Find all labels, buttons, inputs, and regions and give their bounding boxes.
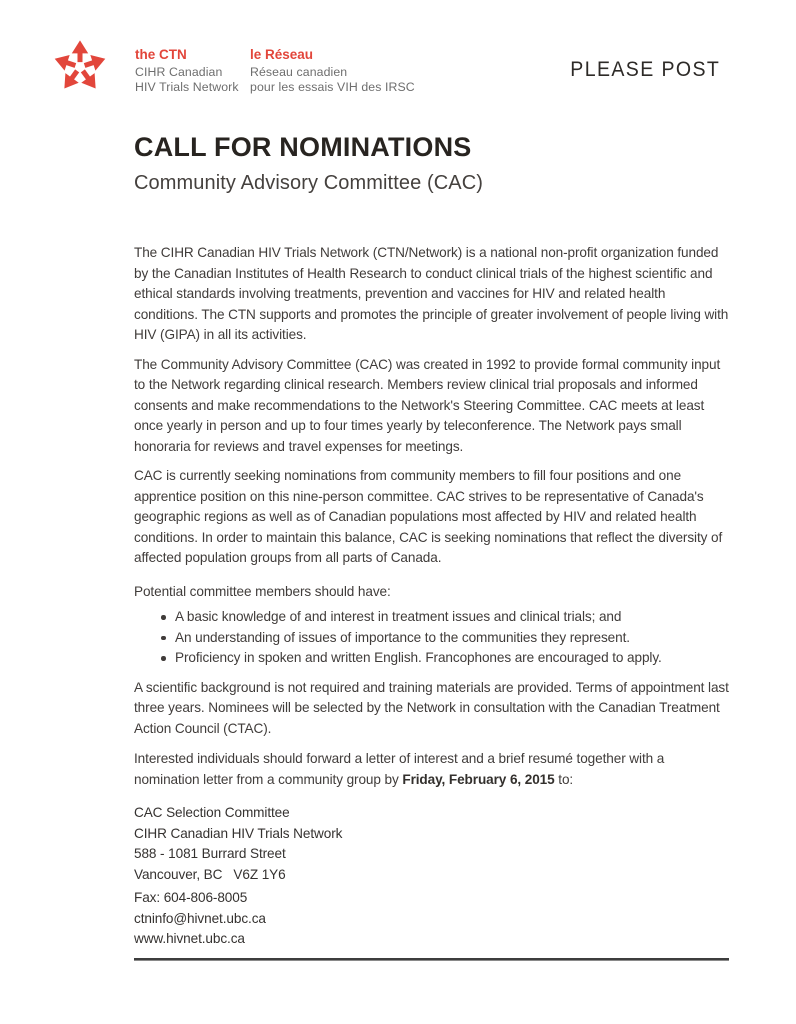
logo-subline-fr: pour les essais VIH des IRSC bbox=[250, 80, 415, 94]
document-body bbox=[134, 133, 729, 961]
website-url: www.hivnet.ubc.ca bbox=[134, 931, 245, 946]
contact-line: CIHR Canadian HIV Trials Network bbox=[134, 825, 343, 841]
requirement-item: Proficiency in spoken and written English. Francophones are encouraged to apply. bbox=[134, 648, 729, 669]
deadline-date: Friday, February 6, 2015 bbox=[402, 771, 555, 787]
logo-subline-en: HIV Trials Network bbox=[135, 80, 239, 94]
bottom-rule bbox=[134, 958, 729, 961]
intro-paragraph: The CIHR Canadian HIV Trials Network (CTN/Network) is a national non-profit organization funded by the Canadian Institutes of Health Research to conduct clinical trials of the highest scientific and ethical standards involving treatments, prevention and vaccines for HIV and related health conditions. The CTN supports and promotes the principle of greater involvement of people living with HIV (GIPA) in all its activities. bbox=[134, 245, 729, 342]
logo-subline-en: CIHR Canadian bbox=[135, 65, 223, 79]
page-title: CALL FOR NOMINATIONS bbox=[134, 132, 472, 162]
fax-line: Fax: 604-806-8005 bbox=[134, 890, 248, 905]
logo-name-fr: le Réseau bbox=[250, 47, 314, 62]
email-address: ctninfo@hivnet.ubc.ca bbox=[134, 910, 266, 926]
deadline-paragraph bbox=[134, 749, 729, 790]
intro-paragraph: The Community Advisory Committee (CAC) was created in 1992 to provide formal community input to the Network regarding clinical research. Members review clinical trial proposals and informed consents and make recommendations to the Network's Steering Committee. CAC meets at least once yearly in person and up to four times yearly by teleconference. The Network pays small honoraria for reviews and travel expenses for meetings. bbox=[134, 356, 721, 454]
deadline-suffix: to: bbox=[554, 771, 574, 787]
contact-line: 588 - 1081 Burrard Street bbox=[134, 846, 286, 861]
logo-wordmark-english bbox=[135, 47, 239, 95]
contact-block bbox=[134, 803, 729, 950]
ctn-star-arrows-icon bbox=[49, 37, 111, 95]
deadline-text: Interested individuals should forward a letter of interest and a brief resumé together with a nomination letter from a community group by bbox=[134, 751, 665, 787]
page-subtitle: Community Advisory Committee (CAC) bbox=[134, 172, 484, 194]
logo-wordmark-french bbox=[250, 47, 415, 95]
logo-name-en: the CTN bbox=[135, 47, 187, 62]
requirement-item: A basic knowledge of and interest in treatment issues and clinical trials; and bbox=[134, 607, 729, 628]
requirements-intro: Potential committee members should have: bbox=[134, 583, 391, 599]
intro-section bbox=[134, 243, 729, 569]
logo-subline-fr: Réseau canadien bbox=[250, 65, 348, 79]
requirements-list bbox=[134, 607, 729, 669]
contact-line: Vancouver, BC V6Z 1Y6 bbox=[134, 866, 286, 882]
intro-paragraph: CAC is currently seeking nominations from community members to fill four positions and one apprentice position on this nine-person committee. CAC strives to be representative of Canada's geographic regions as well as of Canadian populations most affected by HIV and related health conditions. In order to maintain this balance, CAC is seeking nominations that reflect the diversity of affected population groups from all parts of Canada. bbox=[134, 468, 723, 565]
contact-line: CAC Selection Committee bbox=[134, 805, 290, 820]
requirement-item: An understanding of issues of importance to the communities they represent. bbox=[134, 628, 729, 649]
training-paragraph: A scientific background is not required and training materials are provided. Terms of appointment last three years. Nominees will be selected by the Network in consultation with the Canadian Treatment Action Council (CTAC). bbox=[134, 679, 729, 736]
please-post-label: PLEASE POST bbox=[570, 58, 720, 81]
